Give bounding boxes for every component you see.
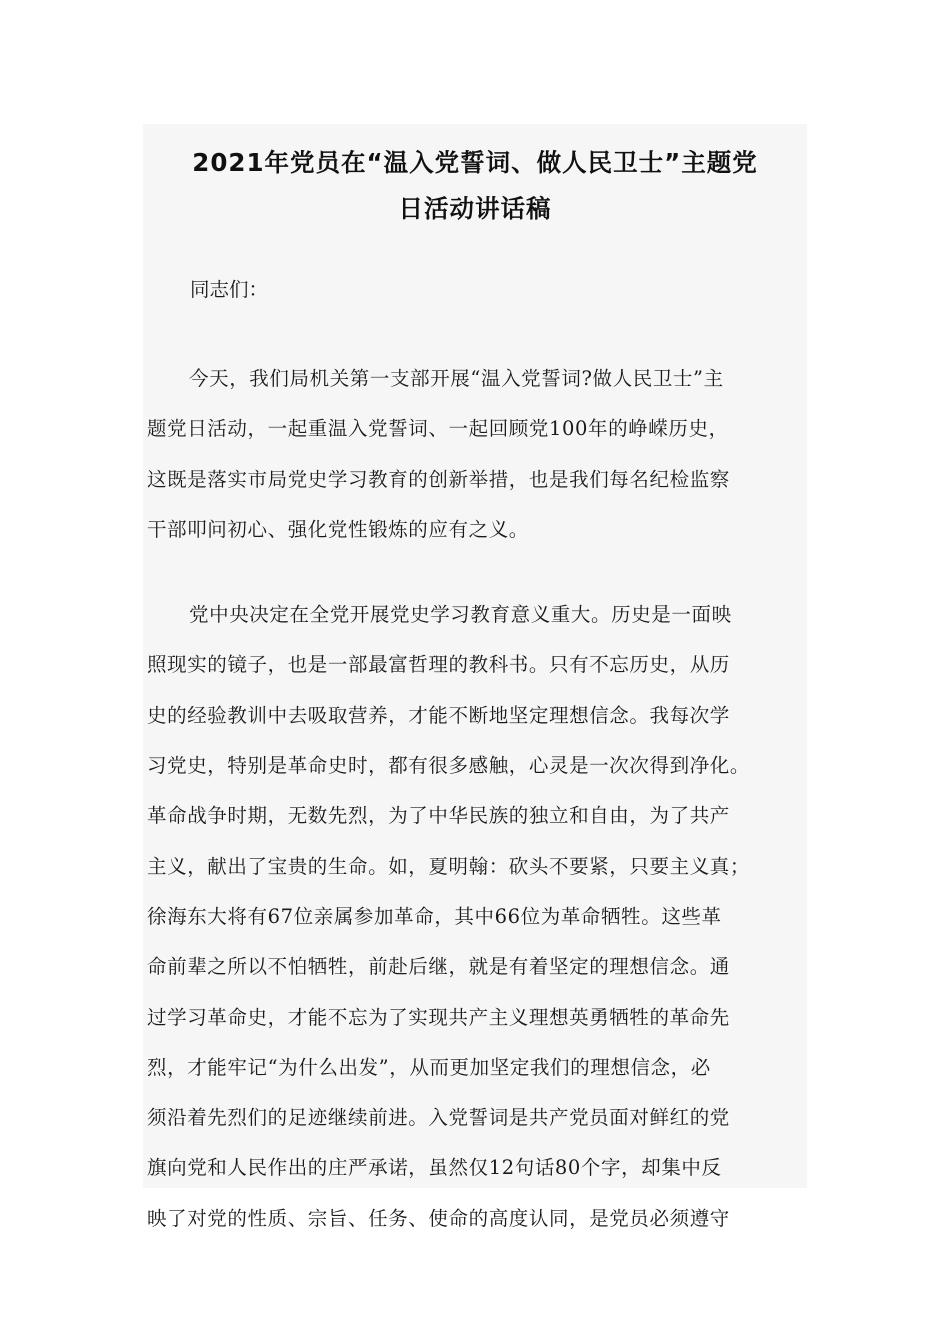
paragraph-line: 主义，献出了宝贵的生命。如，夏明翰：砍头不要紧，只要主义真；: [147, 854, 751, 878]
paragraph-line: 习党史，特别是革命史时，都有很多感触，心灵是一次次得到净化。: [147, 754, 751, 778]
paragraph-line: 这既是落实市局党史学习教育的创新举措，也是我们每名纪检监察: [147, 467, 730, 491]
paragraph-line: 映了对党的性质、宗旨、任务、使命的高度认同，是党员必须遵守: [147, 1206, 730, 1230]
paragraph: [143, 354, 807, 555]
paragraph-line: 题党日活动，一起重温入党誓词、一起回顾党100年的峥嵘历史，: [147, 417, 729, 441]
salutation: 同志们：: [190, 278, 269, 301]
paragraph-line: 党中央决定在全党开展党史学习教育意义重大。历史是一面映: [189, 603, 732, 627]
title-line: 日活动讲话稿: [398, 194, 552, 223]
document-page: [143, 124, 807, 1230]
paragraph-line: 革命战争时期，无数先烈，为了中华民族的独立和自由，为了共产: [147, 804, 730, 828]
paragraph-line: 今天，我们局机关第一支部开展“温入党誓词?做人民卫士”主: [189, 367, 724, 390]
paragraph-line: 烈，才能牢记“为什么出发”，从而更加坚定我们的理想信念，必: [147, 1055, 711, 1079]
paragraph-line: 命前辈之所以不怕牺牲，前赴后继，就是有着坚定的理想信念。通: [147, 955, 730, 979]
paragraph-line: 干部叩问初心、强化党性锻炼的应有之义。: [147, 517, 529, 541]
paragraph-line: 旗向党和人民作出的庄严承诺，虽然仅12句话80个字，却集中反: [147, 1156, 722, 1180]
document-title: [143, 124, 807, 232]
title-line: 2021年党员在“温入党誓词、做人民卫士”主题党: [192, 148, 758, 177]
paragraph-line: 须沿着先烈们的足迹继续前进。入党誓词是共产党员面对鲜红的党: [147, 1106, 730, 1130]
paragraph-line: 过学习革命史，才能不忘为了实现共产主义理想英勇牺牲的革命先: [147, 1005, 730, 1029]
paragraph-line: 徐海东大将有67位亲属参加革命，其中66位为革命牺牲。这些革: [147, 904, 722, 928]
paragraph-line: 照现实的镜子，也是一部最富哲理的教科书。只有不忘历史，从历: [147, 653, 730, 677]
paragraph: [143, 590, 807, 1244]
paragraph-line: 史的经验教训中去吸取营养，才能不断地坚定理想信念。我每次学: [147, 703, 730, 727]
